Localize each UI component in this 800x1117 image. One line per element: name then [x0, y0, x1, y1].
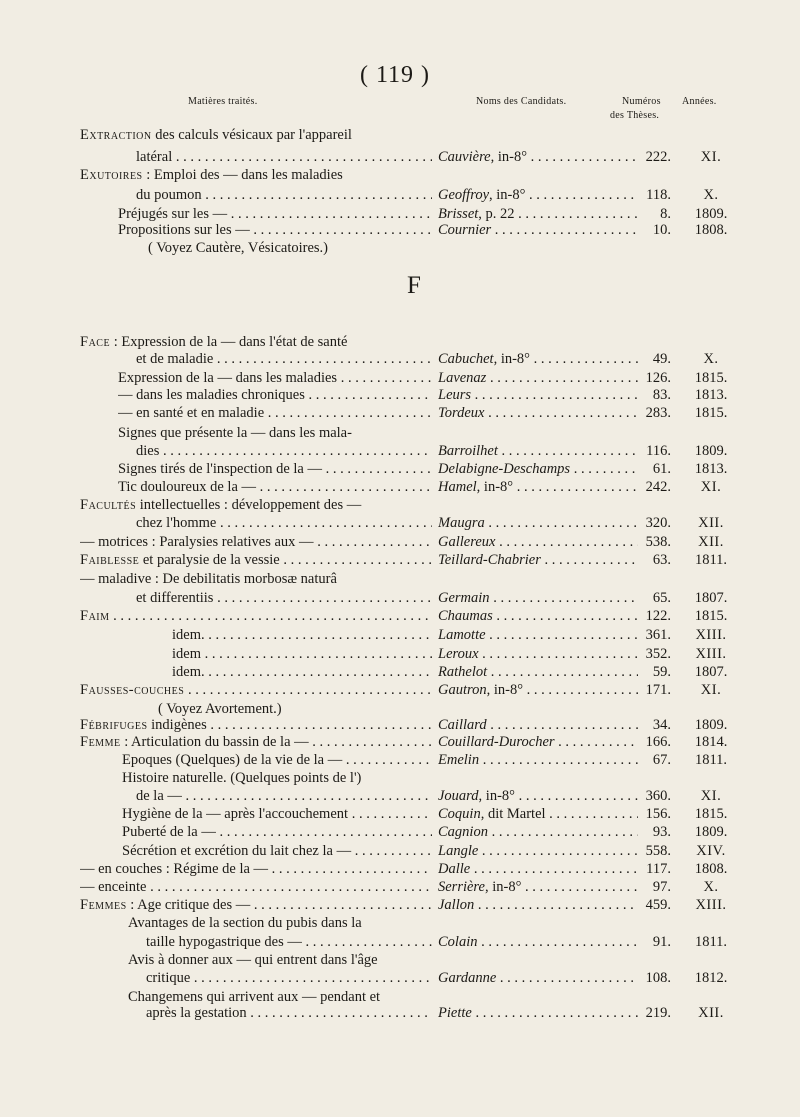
entry-thesis-number: 459. [645, 897, 671, 913]
entry-thesis-number: 34. [652, 717, 671, 733]
entry-author: Leroux . . . [438, 645, 638, 663]
entry-year: 1809. [694, 206, 728, 222]
entry-subject: taille hypogastrique des — . . . [146, 933, 432, 951]
entry-subject: chez l'homme . . . [136, 514, 432, 532]
entry-thesis-number: 558. [645, 843, 671, 859]
entry-author: Cagnion . . . [438, 823, 638, 841]
entry-author: Couillard-Durocher . . . [438, 733, 638, 751]
entry-subject: Puberté de la — . . . [122, 823, 432, 841]
header-candidats: Noms des Candidats. [476, 96, 567, 107]
entry-thesis-number: 361. [645, 627, 671, 643]
entry-year: 1813. [694, 461, 728, 477]
entry-year: X. [703, 187, 719, 203]
entry-year: 1809. [694, 443, 728, 459]
entry-subject: Extraction des calculs vésicaux par l'appareil [80, 127, 352, 143]
section-letter: F [407, 272, 421, 299]
entry-author: Jallon . . . [438, 896, 638, 914]
entry-heading: Extraction [80, 127, 152, 143]
entry-author: Barroilhet . . . [438, 442, 638, 460]
entry-subject: Avantages de la section du pubis dans la [128, 915, 362, 931]
entry-year: XIII. [695, 646, 727, 662]
entry-year: 1815. [694, 608, 728, 624]
entry-author: Cauvière, in-8° . . . [438, 148, 638, 166]
entry-thesis-number: 171. [645, 682, 671, 698]
entry-subject: Signes tirés de l'inspection de la — . . . [118, 460, 432, 478]
entry-subject: Faiblesse et paralysie de la vessie . . . [80, 551, 432, 569]
entry-heading: Fausses-couches [80, 682, 185, 698]
entry-author: Tordeux . . . [438, 404, 638, 422]
entry-thesis-number: 67. [652, 752, 671, 768]
entry-thesis-number: 122. [645, 608, 671, 624]
entry-subject: idem. . . . [172, 663, 432, 681]
entry-thesis-number: 118. [646, 187, 671, 203]
entry-thesis-number: 65. [652, 590, 671, 606]
entry-subject: après la gestation . . . [146, 1004, 432, 1022]
index-entry [0, 404, 800, 426]
entry-author: Emelin . . . [438, 751, 638, 769]
entry-author: Teillard-Chabrier . . . [438, 551, 638, 569]
entry-thesis-number: 222. [645, 149, 671, 165]
header-matieres: Matières traités. [188, 96, 258, 107]
entry-subject: — dans les maladies chroniques . . . [118, 386, 432, 404]
entry-author: Coquin, dit Martel . . . [438, 805, 638, 823]
entry-subject: Exutoires : Emploi des — dans les maladies [80, 167, 343, 183]
index-entry [0, 239, 800, 261]
entry-thesis-number: 59. [652, 664, 671, 680]
entry-thesis-number: 320. [645, 515, 671, 531]
entry-subject: ( Voyez Avortement.) [158, 701, 282, 717]
entry-year: XI. [700, 149, 722, 165]
entry-year: 1812. [694, 970, 728, 986]
entry-author: Leurs . . . [438, 386, 638, 404]
entry-year: 1815. [694, 405, 728, 421]
entry-thesis-number: 91. [652, 934, 671, 950]
entry-heading: Fébrifuges [80, 717, 148, 733]
entry-subject: Préjugés sur les — . . . [118, 205, 432, 223]
entry-author: Serrière, in-8° . . . [438, 878, 638, 896]
entry-thesis-number: 156. [645, 806, 671, 822]
entry-year: 1809. [694, 717, 728, 733]
entry-subject: Face : Expression de la — dans l'état de santé [80, 334, 348, 350]
entry-year: 1815. [694, 806, 728, 822]
entry-thesis-number: 360. [645, 788, 671, 804]
entry-year: XIV. [696, 843, 726, 859]
entry-thesis-number: 219. [645, 1005, 671, 1021]
entry-thesis-number: 63. [652, 552, 671, 568]
entry-author: Lamotte . . . [438, 626, 638, 644]
entry-thesis-number: 10. [652, 222, 671, 238]
entry-subject: Expression de la — dans les maladies . . . [118, 369, 432, 387]
entry-year: XI. [700, 788, 722, 804]
entry-year: 1811. [694, 552, 728, 568]
entry-thesis-number: 61. [652, 461, 671, 477]
entry-subject: Hygiène de la — après l'accouchement . . . [122, 805, 432, 823]
entry-year: 1811. [694, 934, 728, 950]
entry-author: Delabigne-Deschamps . . . [438, 460, 638, 478]
entry-thesis-number: 116. [646, 443, 671, 459]
entry-thesis-number: 283. [645, 405, 671, 421]
entry-subject: latéral . . . [136, 148, 432, 166]
entry-thesis-number: 242. [645, 479, 671, 495]
entry-author: Lavenaz . . . [438, 369, 638, 387]
entry-heading: Facultés [80, 497, 137, 513]
entry-author: Brisset, p. 22 . . . [438, 205, 638, 223]
entry-subject: — en couches : Régime de la — . . . [80, 860, 432, 878]
entry-author: Piette . . . [438, 1004, 638, 1022]
entry-author: Jouard, in-8° . . . [438, 787, 638, 805]
index-entry [0, 126, 800, 148]
entry-year: XII. [698, 534, 724, 550]
entry-subject: — en santé et en maladie . . . [118, 404, 432, 422]
entry-subject: Avis à donner aux — qui entrent dans l'âge [128, 952, 378, 968]
entry-thesis-number: 108. [645, 970, 671, 986]
entry-author-suffix: , in-8° [486, 682, 524, 698]
entry-author: Colain . . . [438, 933, 638, 951]
page-number: ( 119 ) [359, 62, 431, 88]
entry-subject: Tic douloureux de la — . . . [118, 478, 432, 496]
entry-author: Gallereux . . . [438, 533, 638, 551]
entry-subject: Fébrifuges indigènes . . . [80, 716, 432, 734]
entry-author: Cabuchet, in-8° . . . [438, 350, 638, 368]
entry-author: Gardanne . . . [438, 969, 638, 987]
entry-subject: ( Voyez Cautère, Vésicatoires.) [148, 240, 328, 256]
entry-author: Gautron, in-8° . . . [438, 681, 638, 699]
entry-subject: dies . . . [136, 442, 432, 460]
entry-heading: Face [80, 334, 111, 350]
header-annees: Années. [682, 96, 717, 107]
entry-author: Cournier . . . [438, 221, 638, 239]
entry-subject [80, 681, 432, 699]
entry-thesis-number: 117. [646, 861, 671, 877]
entry-subject: Signes que présente la — dans les mala- [118, 425, 352, 441]
index-entry [0, 1004, 800, 1026]
entry-author: Caillard . . . [438, 716, 638, 734]
entry-year: XII. [698, 515, 724, 531]
entry-subject: — motrices : Paralysies relatives aux — . . . [80, 533, 432, 551]
entry-subject: — maladive : De debilitatis morbosæ naturâ [80, 571, 337, 587]
index-entry [0, 166, 800, 188]
entry-subject: idem . . . [172, 645, 432, 663]
entry-author-suffix: , in-8° [490, 149, 528, 165]
entry-author: Hamel, in-8° . . . [438, 478, 638, 496]
entry-thesis-number: 97. [652, 879, 671, 895]
entry-author-suffix: , dit Martel [480, 806, 546, 822]
entry-author-suffix: , in-8° [489, 187, 526, 203]
entry-year: 1807. [694, 590, 728, 606]
entry-year: 1808. [694, 222, 728, 238]
entry-subject: de la — . . . [136, 787, 432, 805]
entry-thesis-number: 126. [645, 370, 671, 386]
entry-subject: et differentiis . . . [136, 589, 432, 607]
entry-thesis-number: 49. [652, 351, 671, 367]
entry-year: 1813. [694, 387, 728, 403]
entry-year: XI. [700, 682, 722, 698]
entry-heading: Femmes [80, 897, 127, 913]
entry-thesis-number: 8. [660, 206, 671, 222]
entry-year: 1809. [694, 824, 728, 840]
entry-author: Germain . . . [438, 589, 638, 607]
entry-author: Dalle . . . [438, 860, 638, 878]
entry-year: XI. [700, 479, 722, 495]
entry-author-suffix: , p. 22 [478, 206, 515, 222]
entry-subject: Facultés intellectuelles : développement des — [80, 497, 362, 513]
entry-thesis-number: 352. [645, 646, 671, 662]
entry-subject [80, 607, 432, 625]
entry-subject: Femmes : Age critique des — . . . [80, 896, 432, 914]
entry-subject: du poumon . . . [136, 186, 432, 204]
entry-subject: Changemens qui arrivent aux — pendant et [128, 989, 381, 1005]
entry-heading: Exutoires [80, 167, 143, 183]
entry-author: Geoffroy, in-8° . . . [438, 186, 638, 204]
entry-year: 1814. [694, 734, 728, 750]
entry-heading: Faiblesse [80, 552, 140, 568]
entry-year: 1808. [694, 861, 728, 877]
entry-subject: Epoques (Quelques) de la vie de la — . . . [122, 751, 432, 769]
entry-subject: et de maladie . . . [136, 350, 432, 368]
entry-thesis-number: 93. [652, 824, 671, 840]
entry-subject: — enceinte . . . [80, 878, 432, 896]
entry-year: X. [703, 879, 719, 895]
entry-year: X. [703, 351, 719, 367]
entry-subject: Histoire naturelle. (Quelques points de l') [122, 770, 362, 786]
entry-subject: Sécrétion et excrétion du lait chez la — . . . [122, 842, 432, 860]
entry-year: XIII. [695, 897, 727, 913]
entry-year: XII. [698, 1005, 724, 1021]
entry-author: Rathelot . . . [438, 663, 638, 681]
entry-author: Langle . . . [438, 842, 638, 860]
entry-author-suffix: , in-8° [476, 479, 514, 495]
entry-heading: Femme [80, 734, 121, 750]
entry-author-suffix: , in-8° [478, 788, 515, 804]
header-numeros: Numéros [622, 96, 661, 107]
entry-author-suffix: , in-8° [493, 351, 530, 367]
entry-thesis-number: 83. [652, 387, 671, 403]
entry-subject: Femme : Articulation du bassin de la — . . . [80, 733, 432, 751]
entry-year: 1807. [694, 664, 728, 680]
entry-author: Chaumas . . . [438, 607, 638, 625]
entry-year: 1811. [694, 752, 728, 768]
entry-subject: idem. . . . [172, 626, 432, 644]
entry-thesis-number: 166. [645, 734, 671, 750]
entry-author: Maugra . . . [438, 514, 638, 532]
entry-heading: Faim [80, 608, 110, 624]
entry-subject: Propositions sur les — . . . [118, 221, 432, 239]
header-des-theses: des Thèses. [610, 110, 660, 121]
entry-year: XIII. [695, 627, 727, 643]
entry-thesis-number: 538. [645, 534, 671, 550]
entry-year: 1815. [694, 370, 728, 386]
entry-author-suffix: , in-8° [484, 879, 522, 895]
entry-subject: critique . . . [146, 969, 432, 987]
